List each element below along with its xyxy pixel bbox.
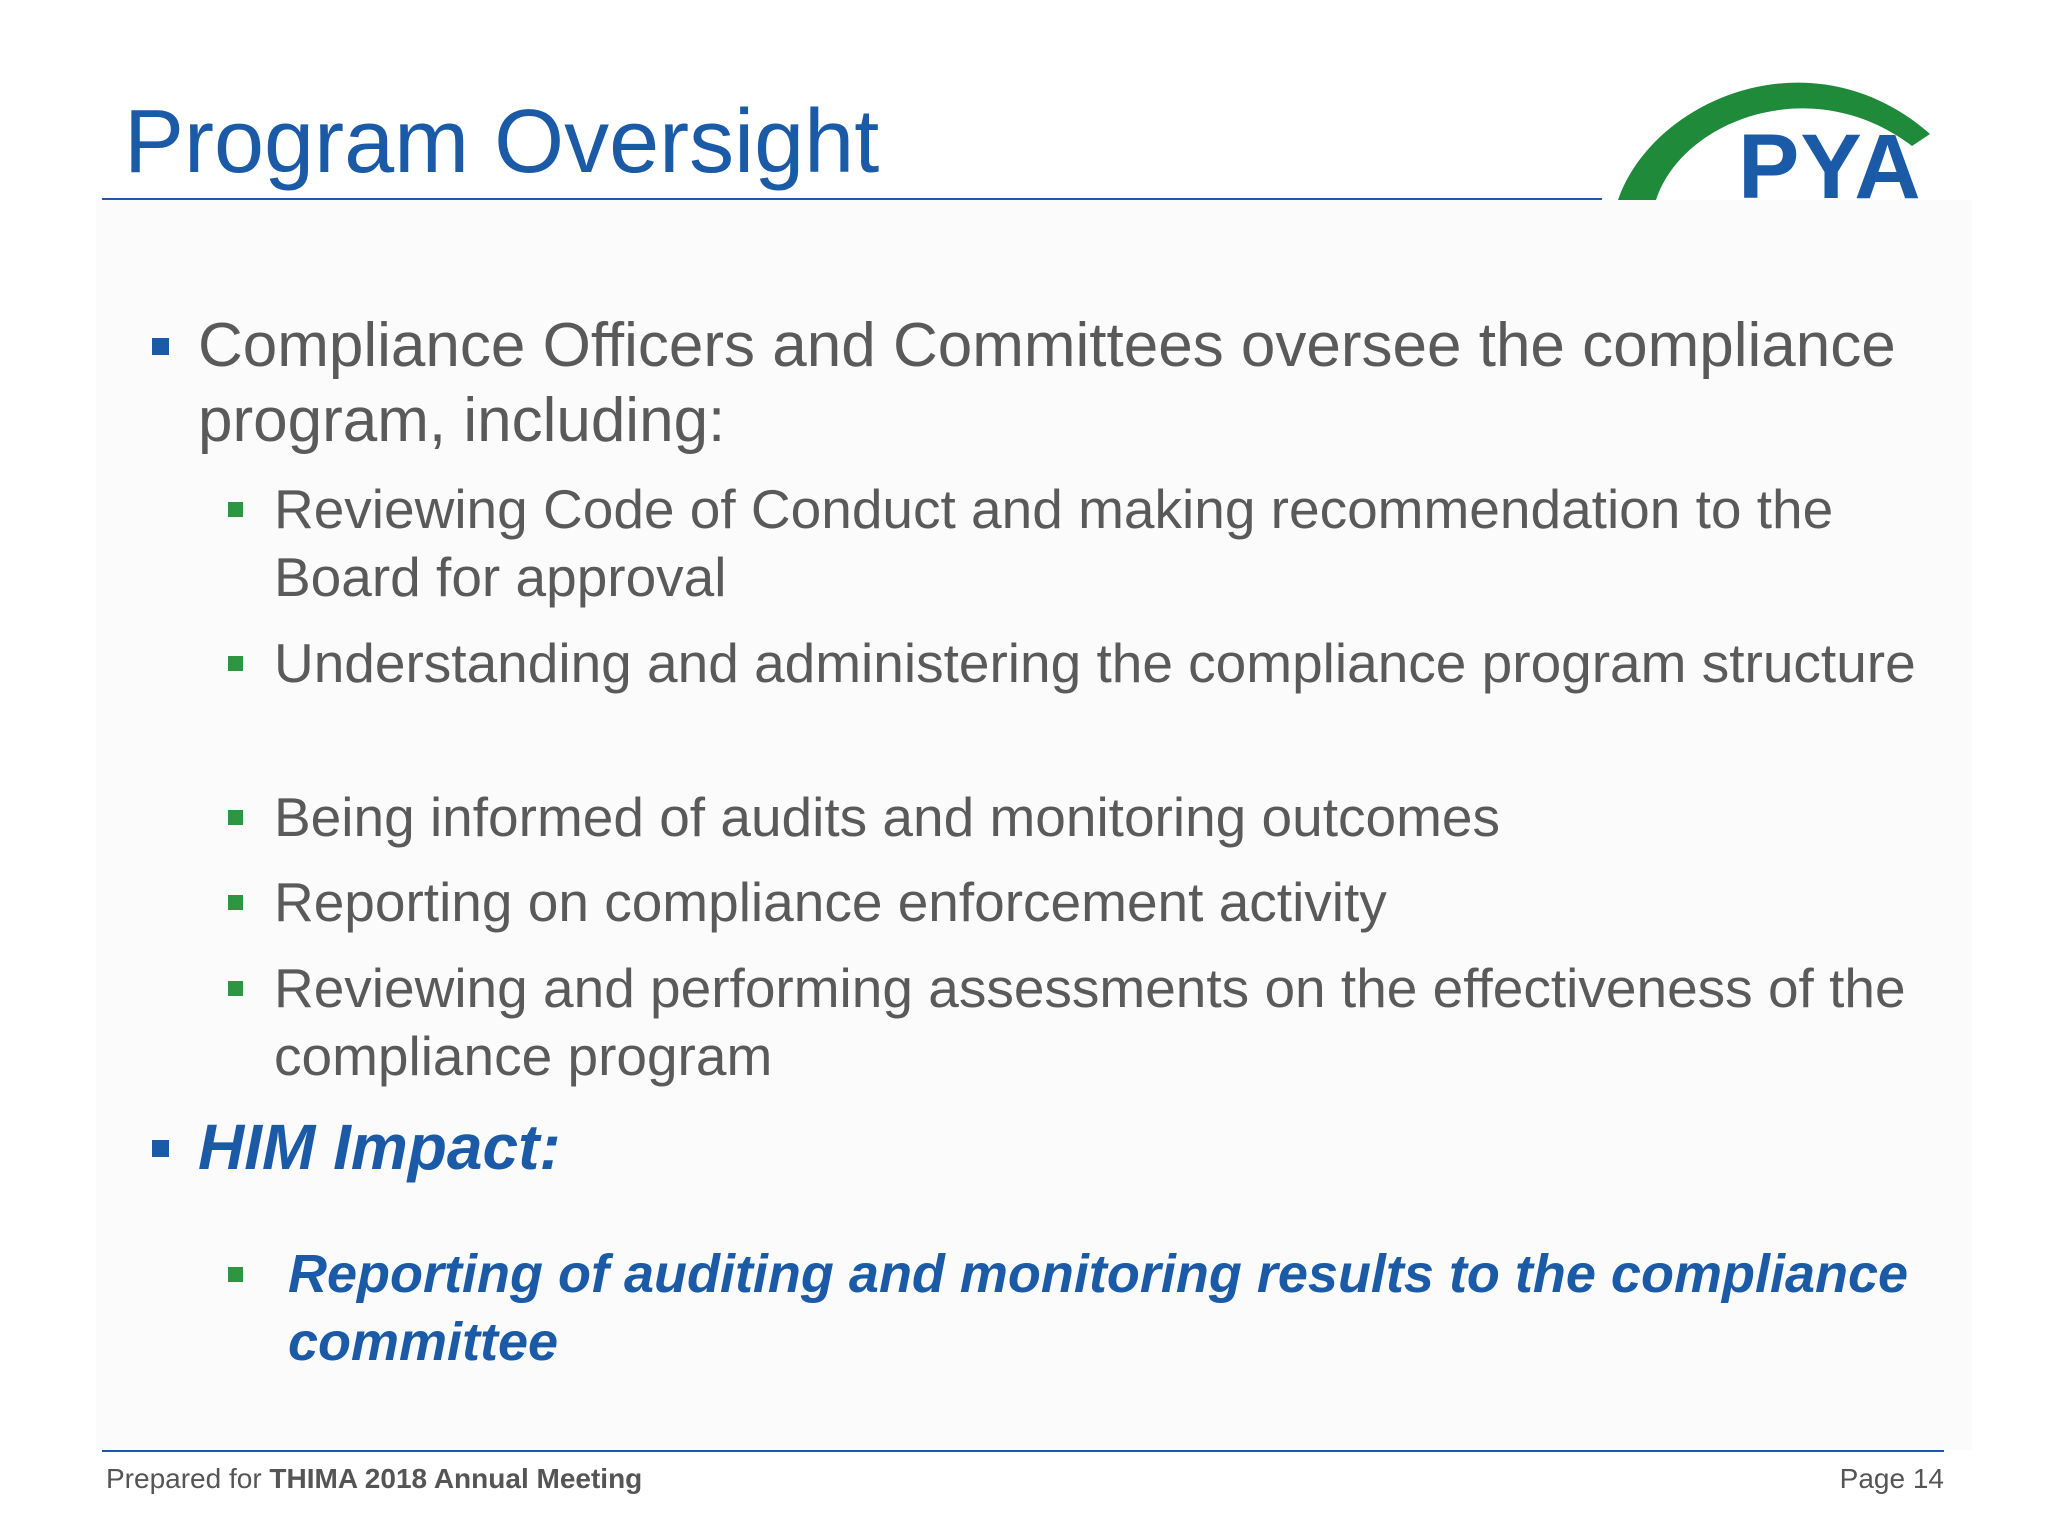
sub-bullet [274, 868, 1934, 936]
sub-bullet-text: Reporting on compliance enforcement activity [274, 871, 1387, 933]
square-bullet-icon [228, 810, 243, 825]
sub-bullet [274, 475, 1934, 611]
footer-prefix: Prepared for [106, 1463, 262, 1494]
square-bullet-icon [228, 1267, 243, 1282]
square-bullet-icon [228, 981, 243, 996]
square-bullet-icon [228, 895, 243, 910]
him-impact-bullet-text: Reporting of auditing and monitoring results to the compliance committee [288, 1244, 1909, 1372]
sub-bullet-text: Understanding and administering the compliance program structure [274, 632, 1916, 694]
sub-bullet-text: Reviewing and performing assessments on the effectiveness of the compliance program [274, 957, 1906, 1087]
footer-page-number: Page 14 [1839, 1463, 1944, 1494]
footer-event: THIMA 2018 Annual Meeting [269, 1463, 643, 1494]
pya-logo [1612, 60, 1966, 218]
him-impact-heading [198, 1110, 1958, 1185]
sub-bullet [274, 783, 1934, 851]
sub-bullet-text: Being informed of audits and monitoring outcomes [274, 786, 1500, 848]
logo-text: PYA [1738, 116, 1922, 218]
him-impact-heading-text: HIM Impact: [198, 1111, 561, 1183]
main-bullet-text: Compliance Officers and Committees oversee the compliance program, including: [198, 311, 1896, 455]
page-title: Program Oversight [124, 92, 880, 192]
title-divider [102, 198, 1602, 200]
main-bullet [198, 308, 1958, 458]
footer-prepared-for [106, 1462, 642, 1496]
sub-bullet [274, 629, 1934, 697]
footer-divider [102, 1450, 1944, 1452]
square-bullet-icon [152, 338, 169, 355]
him-impact-bullet [288, 1240, 1948, 1376]
square-bullet-icon [228, 656, 243, 671]
sub-bullet [274, 954, 1934, 1090]
sub-bullet-text: Reviewing Code of Conduct and making recommendation to the Board for approval [274, 478, 1834, 608]
square-bullet-icon [228, 502, 243, 517]
square-bullet-icon [152, 1140, 169, 1157]
